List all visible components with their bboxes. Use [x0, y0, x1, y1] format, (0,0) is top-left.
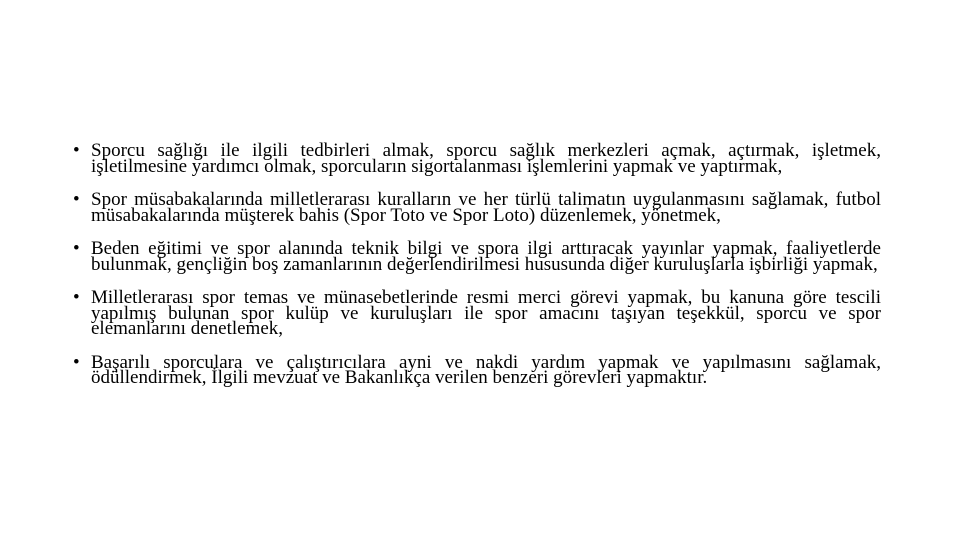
- list-item-text: Milletlerarası spor temas ve münasebetlerinde resmi merci görevi yapmak, bu kanuna göre tescili yapılmış bulunan spor kulüp ve kuruluşları ile spor amacını taşıyan teşekkül, sporcu ve spor elemanlarını denetlemek,: [91, 287, 881, 339]
- bullet-icon: •: [73, 287, 80, 308]
- list-item: [73, 238, 881, 275]
- list-item-text: Spor müsabakalarında milletlerarası kuralların ve her türlü talimatın uygulanmasını sağlamak, futbol müsabakalarında müşterek bahis (Spor Toto ve Spor Loto) düzenlemek, yönetmek,: [91, 189, 881, 226]
- list-item-text: Sporcu sağlığı ile ilgili tedbirleri almak, sporcu sağlık merkezleri açmak, açtırmak, işletmek, işletilmesine yardımcı olmak, sporcuların sigortalanması işlemlerini yapmak ve yaptırmak,: [91, 140, 881, 177]
- list-item: [73, 140, 881, 177]
- bullet-icon: •: [73, 238, 80, 259]
- bullet-icon: •: [73, 351, 80, 373]
- bullet-list: [73, 140, 881, 388]
- list-item-text: Beden eğitimi ve spor alanında teknik bilgi ve spora ilgi arttıracak yayınlar yapmak, faaliyetlerde bulunmak, gençliğin boş zamanlarının değerlendirilmesi hususunda diğer kuruluşlarla işbirliği yapmak,: [91, 238, 881, 275]
- list-item: [73, 287, 881, 339]
- bullet-icon: •: [73, 189, 80, 210]
- list-item: [73, 351, 881, 388]
- list-item-text: Başarılı sporculara ve çalıştırıcılara ayni ve nakdi yardım yapmak ve yapılmasını sağlamak, ödüllendirmek, İlgili mevzuat ve Bakanlıkça verilen benzeri görevleri yapmaktır.: [91, 351, 881, 388]
- list-item: [73, 189, 881, 226]
- bullet-icon: •: [73, 140, 80, 161]
